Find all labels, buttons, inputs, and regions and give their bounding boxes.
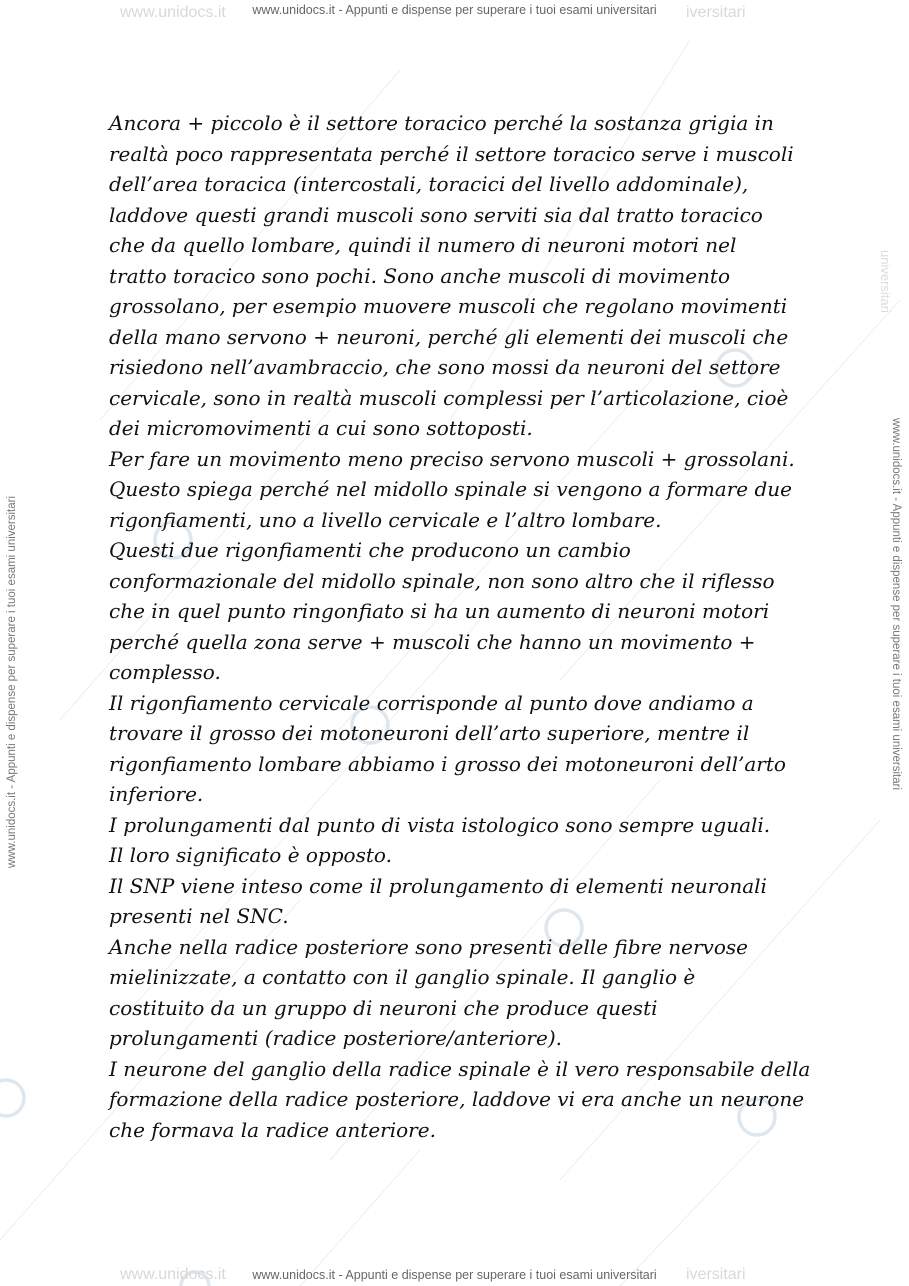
text-line: Il SNP viene inteso come il prolungamento di elementi neuronali	[109, 873, 767, 898]
watermark-header: www.unidocs.it - Appunti e dispense per superare i tuoi esami universitari	[252, 3, 657, 17]
text-line: dell’area toracica (intercostali, toracici del livello addominale),	[109, 172, 749, 196]
text-line: Questi due rigonfiamenti che producono un cambio	[109, 538, 631, 562]
text-line: che da quello lombare, quindi il numero di neuroni motori nel	[109, 233, 737, 257]
text-line: conformazionale del midollo spinale, non sono altro che il riflesso	[109, 568, 775, 593]
text-line: perché quella zona serve + muscoli che hanno un movimento +	[109, 629, 756, 654]
text-line: presenti nel SNC.	[109, 904, 289, 928]
text-line: Per fare un movimento meno preciso servono muscoli + grossolani.	[109, 446, 795, 471]
text-line: costituito da un gruppo di neuroni che produce questi	[109, 995, 658, 1020]
watermark-ghost-text: www.unidocs.it	[120, 4, 226, 21]
watermark-side-left: www.unidocs.it - Appunti e dispense per superare i tuoi esami universitari	[6, 495, 18, 868]
text-line: complesso.	[109, 660, 221, 684]
text-line: che in quel punto ringonfiato si ha un aumento di neuroni motori	[109, 599, 770, 623]
text-line: realtà poco rappresentata perché il settore toracico serve i muscoli	[109, 141, 794, 166]
text-line: inferiore.	[109, 782, 204, 806]
watermark-logo-icon	[0, 1080, 24, 1116]
text-line: I neurone del ganglio della radice spinale è il vero responsabile della	[109, 1056, 811, 1081]
text-line: tratto toracico sono pochi. Sono anche muscoli di movimento	[109, 263, 730, 288]
watermark-side-right: www.unidocs.it - Appunti e dispense per superare i tuoi esami universitari	[890, 418, 902, 791]
text-line: Anche nella radice posteriore sono presenti delle fibre nervose	[109, 934, 748, 959]
watermark-ghost-text: www.unidocs.it	[120, 1266, 226, 1283]
text-line: Il loro significato è opposto.	[109, 843, 392, 867]
text-line: mielinizzate, a contatto con il ganglio spinale. Il ganglio è	[109, 965, 696, 989]
text-line: trovare il grosso dei motoneuroni dell’arto superiore, mentre il	[109, 721, 750, 745]
text-line: cervicale, sono in realtà muscoli complessi per l’articolazione, cioè	[109, 385, 789, 410]
text-line: dei micromovimenti a cui sono sottoposti.	[109, 416, 533, 440]
document-body	[109, 108, 809, 1145]
text-line: Il rigonfiamento cervicale corrisponde al punto dove andiamo a	[109, 690, 754, 715]
watermark-footer: www.unidocs.it - Appunti e dispense per superare i tuoi esami universitari	[252, 1268, 657, 1282]
text-line: prolungamenti (radice posteriore/anteriore).	[109, 1026, 562, 1050]
watermark-ghost-text: iversitari	[686, 4, 746, 21]
text-line: Ancora + piccolo è il settore toracico perché la sostanza grigia in	[109, 111, 774, 135]
watermark-ghost-text: universitari	[878, 250, 893, 313]
text-line: rigonfiamenti, uno a livello cervicale e l’altro lombare.	[109, 507, 662, 532]
text-line: I prolungamenti dal punto di vista istologico sono sempre uguali.	[109, 812, 771, 837]
text-line: grossolano, per esempio muovere muscoli che regolano movimenti	[109, 294, 788, 318]
text-line: risiedono nell’avambraccio, che sono mossi da neuroni del settore	[109, 355, 781, 379]
text-line: che formava la radice anteriore.	[109, 1117, 436, 1142]
watermark-ghost-text: iversitari	[686, 1266, 746, 1283]
text-line: formazione della radice posteriore, laddove vi era anche un neurone	[109, 1087, 805, 1111]
text-line: Questo spiega perché nel midollo spinale si vengono a formare due	[109, 477, 792, 501]
text-line: laddove questi grandi muscoli sono serviti sia dal tratto toracico	[109, 202, 763, 227]
text-line: rigonfiamento lombare abbiamo i grosso dei motoneuroni dell’arto	[109, 751, 786, 776]
text-line: della mano servono + neuroni, perché gli elementi dei muscoli che	[109, 324, 789, 349]
